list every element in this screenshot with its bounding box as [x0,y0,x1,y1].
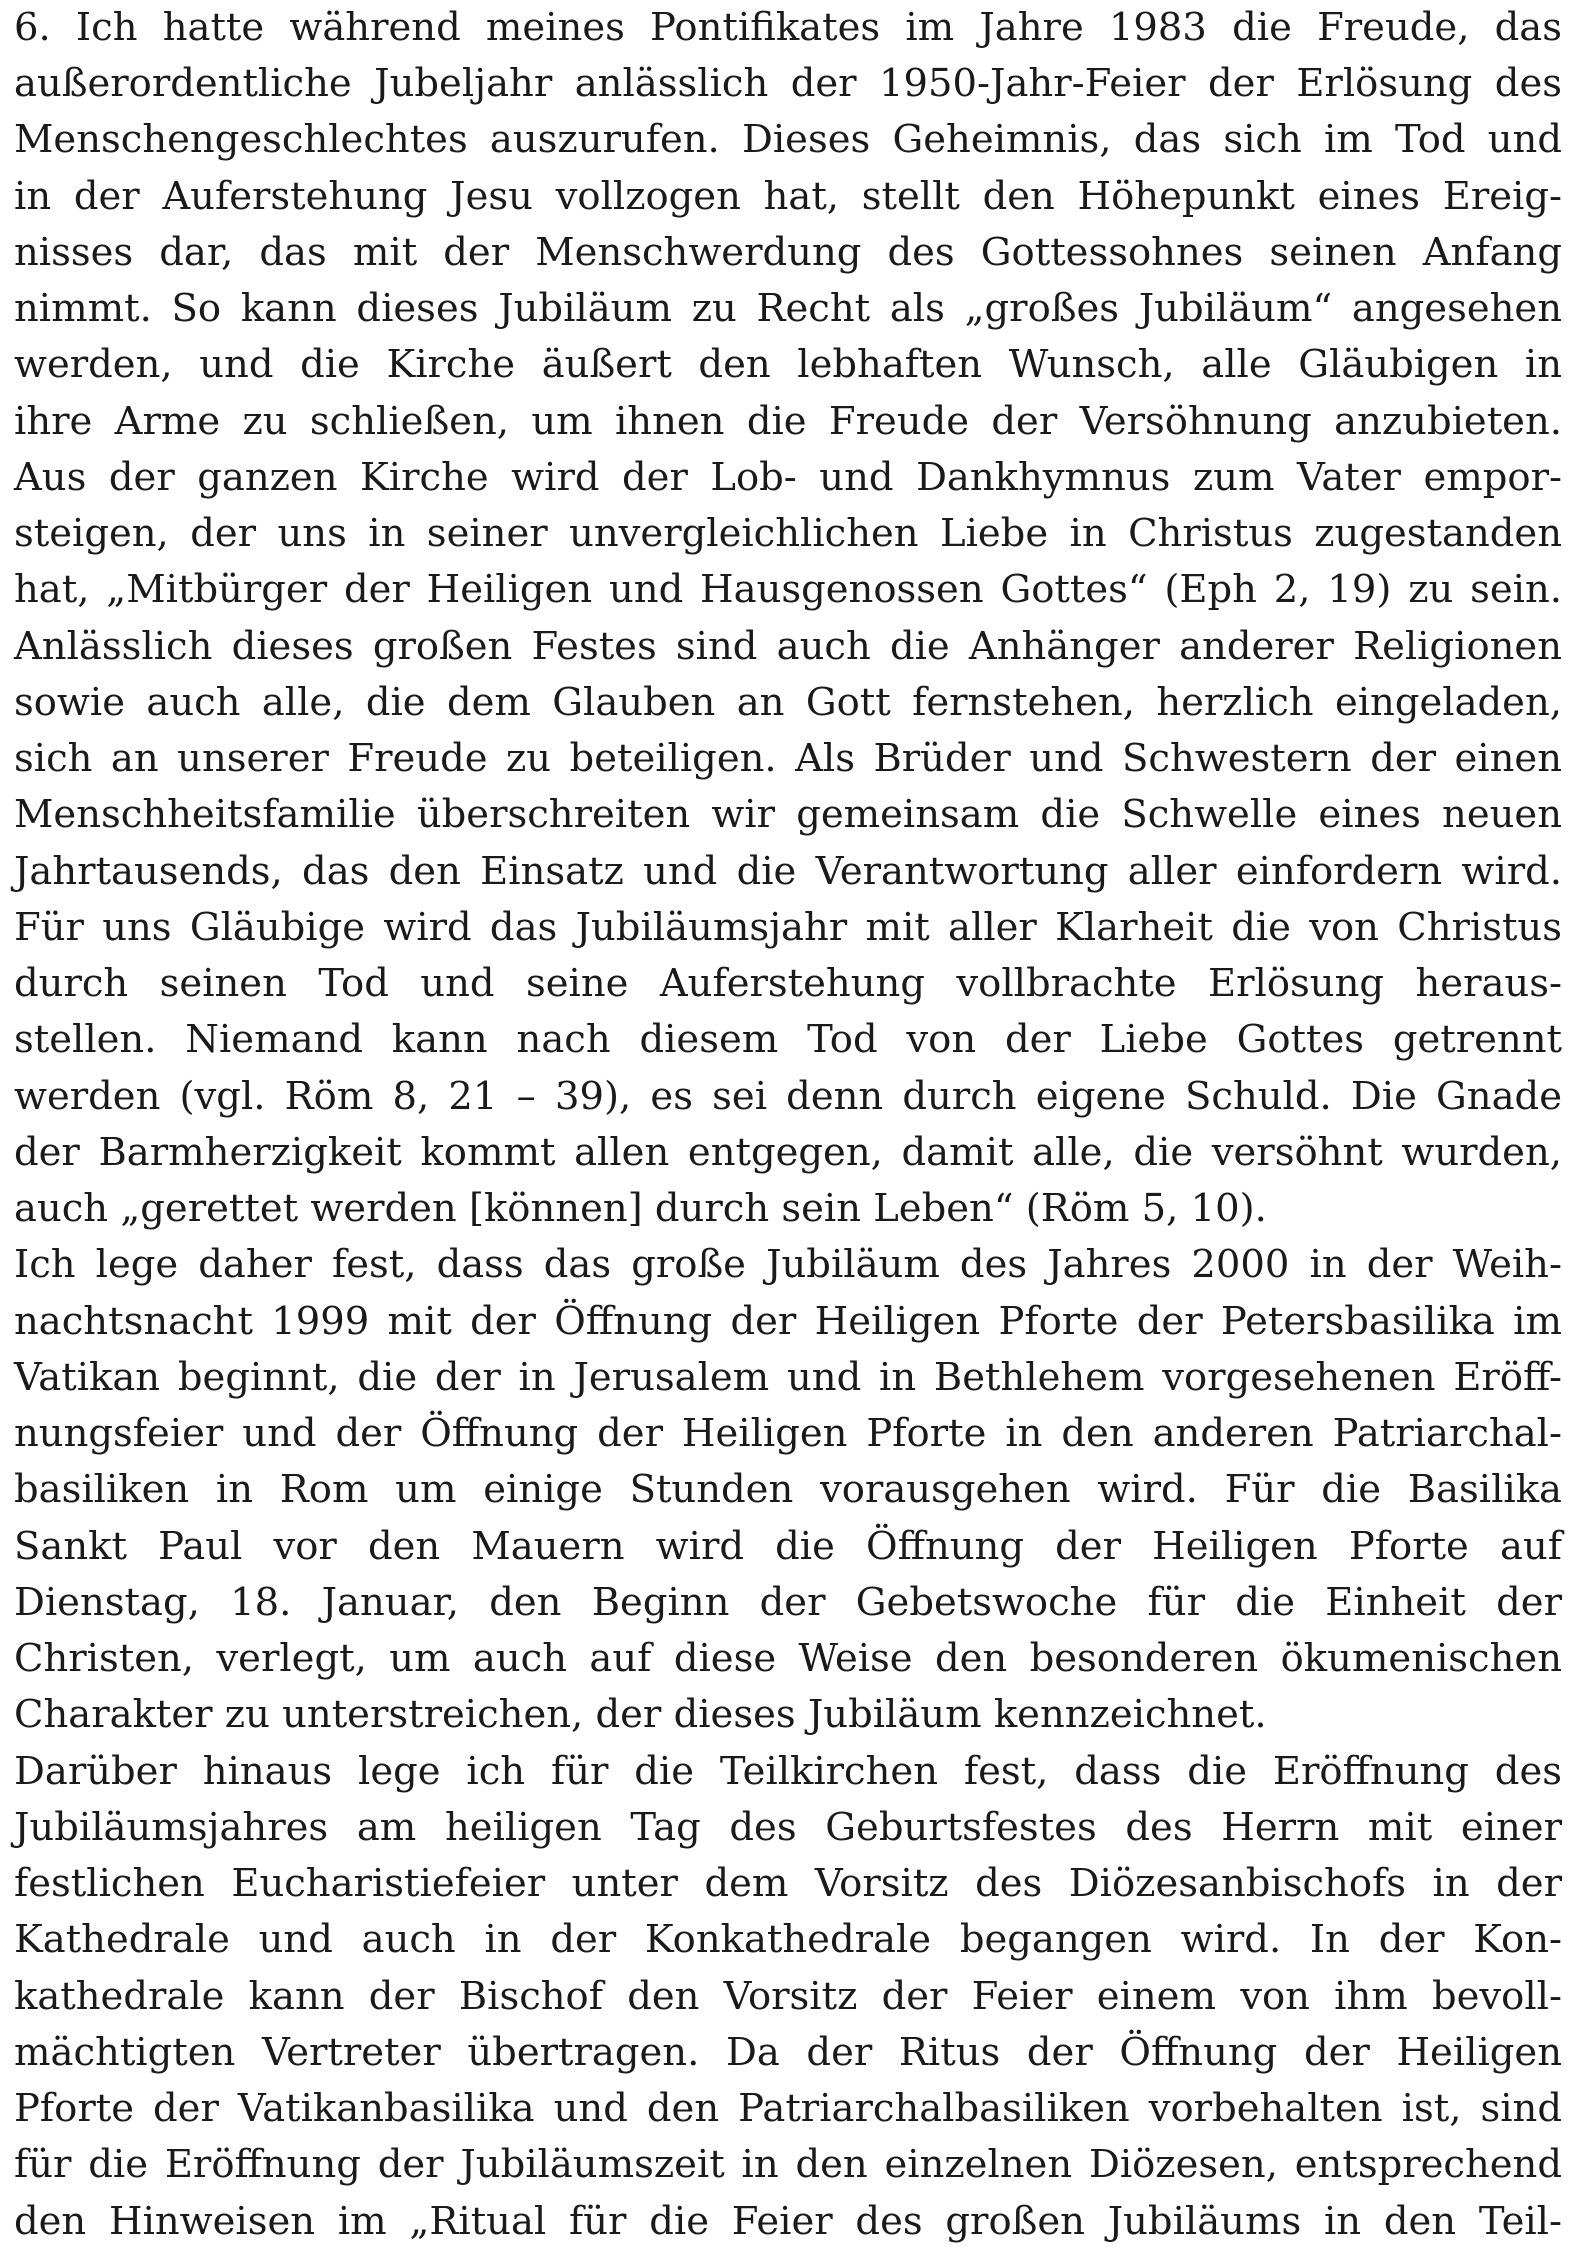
text-line: nimmt. So kann dieses Jubiläum zu Recht als „großes Jubiläum“ angesehen [14,286,1562,332]
text-line: Anlässlich dieses großen Festes sind auch die Anhänger anderer Religionen [14,623,1562,669]
text-line: Charakter zu unterstreichen, der dieses Jubiläum kennzeichnet. [14,1692,1267,1738]
text-line: außerordentliche Jubeljahr anlässlich der 1950-Jahr-Feier der Erlösung des [14,61,1562,107]
text-line: 6. Ich hatte während meines Pontifikates im Jahre 1983 die Freude, das [14,5,1562,50]
text-line: ihre Arme zu schließen, um ihnen die Freude der Versöhnung anzubieten. [14,398,1562,444]
text-line: nisses dar, das mit der Menschwerdung des Gottessohnes seinen Anfang [14,229,1562,275]
text-line: nachtsnacht 1999 mit der Öffnung der Heiligen Pforte der Petersbasilika im [14,1298,1562,1344]
text-line: Ich lege daher fest, dass das große Jubiläum des Jahres 2000 in der Weih- [14,1242,1562,1288]
text-line: Aus der ganzen Kirche wird der Lob- und Dankhymnus zum Vater empor- [14,454,1562,500]
text-line: Pforte der Vatikanbasilika und den Patriarchalbasiliken vorbehalten ist, sind [14,2086,1562,2132]
text-line: Für uns Gläubige wird das Jubiläumsjahr mit aller Klarheit die von Christus [14,904,1562,950]
text-line: festlichen Eucharistiefeier unter dem Vorsitz des Diözesanbischofs in der [14,1861,1562,1907]
text-line: kathedrale kann der Bischof den Vorsitz der Feier einem von ihm bevoll- [14,1973,1562,2019]
text-line: sich an unserer Freude zu beteiligen. Als Brüder und Schwestern der einen [14,736,1562,782]
text-line: steigen, der uns in seiner unvergleichlichen Liebe in Christus zugestanden [14,511,1562,557]
text-line: in der Auferstehung Jesu vollzogen hat, stellt den Höhepunkt eines Ereig- [14,173,1562,219]
text-line: Christen, verlegt, um auch auf diese Weise den besonderen ökumenischen [14,1636,1562,1682]
text-line: Menschheitsfamilie überschreiten wir gemeinsam die Schwelle eines neuen [14,792,1562,838]
text-line: Sankt Paul vor den Mauern wird die Öffnung der Heiligen Pforte auf [14,1523,1562,1569]
text-line: auch „gerettet werden [können] durch sein Leben“ (Röm 5, 10). [14,1186,1267,1232]
text-line: Kathedrale und auch in der Konkathedrale begangen wird. In der Kon- [14,1917,1562,1963]
text-line: Dienstag, 18. Januar, den Beginn der Gebetswoche für die Einheit der [14,1579,1562,1625]
text-line: Jahrtausends, das den Einsatz und die Verantwortung aller einfordern wird. [14,848,1562,894]
text-line: werden (vgl. Röm 8, 21 – 39), es sei denn durch eigene Schuld. Die Gnade [14,1073,1562,1119]
text-line: Darüber hinaus lege ich für die Teilkirchen fest, dass die Eröffnung des [14,1748,1562,1794]
text-line: durch seinen Tod und seine Auferstehung vollbrachte Erlösung heraus- [14,961,1562,1007]
text-line: den Hinweisen im „Ritual für die Feier des großen Jubiläums in den Teil- [14,2198,1562,2244]
text-line: Jubiläumsjahres am heiligen Tag des Geburtsfestes des Herrn mit einer [14,1804,1562,1850]
text-line: nungsfeier und der Öffnung der Heiligen Pforte in den anderen Patriarchal- [14,1411,1562,1457]
text-line: werden, und die Kirche äußert den lebhaften Wunsch, alle Gläubigen in [14,342,1562,388]
text-line: hat, „Mitbürger der Heiligen und Hausgenossen Gottes“ (Eph 2, 19) zu sein. [14,567,1562,613]
text-line: sowie auch alle, die dem Glauben an Gott fernstehen, herzlich eingeladen, [14,679,1562,725]
text-line: mächtigten Vertreter übertragen. Da der Ritus der Öffnung der Heiligen [14,2029,1562,2075]
text-line: Menschengeschlechtes auszurufen. Dieses Geheimnis, das sich im Tod und [14,117,1562,163]
text-line: der Barmherzigkeit kommt allen entgegen, damit alle, die versöhnt wurden, [14,1129,1562,1175]
text-line: basiliken in Rom um einige Stunden vorausgehen wird. Für die Basilika [14,1467,1562,1513]
text-line: stellen. Niemand kann nach diesem Tod von der Liebe Gottes getrennt [14,1017,1562,1063]
text-line: für die Eröffnung der Jubiläumszeit in den einzelnen Diözesen, entsprechend [14,2142,1562,2188]
text-line: Vatikan beginnt, die der in Jerusalem und in Bethlehem vorgesehenen Eröff- [14,1354,1562,1400]
